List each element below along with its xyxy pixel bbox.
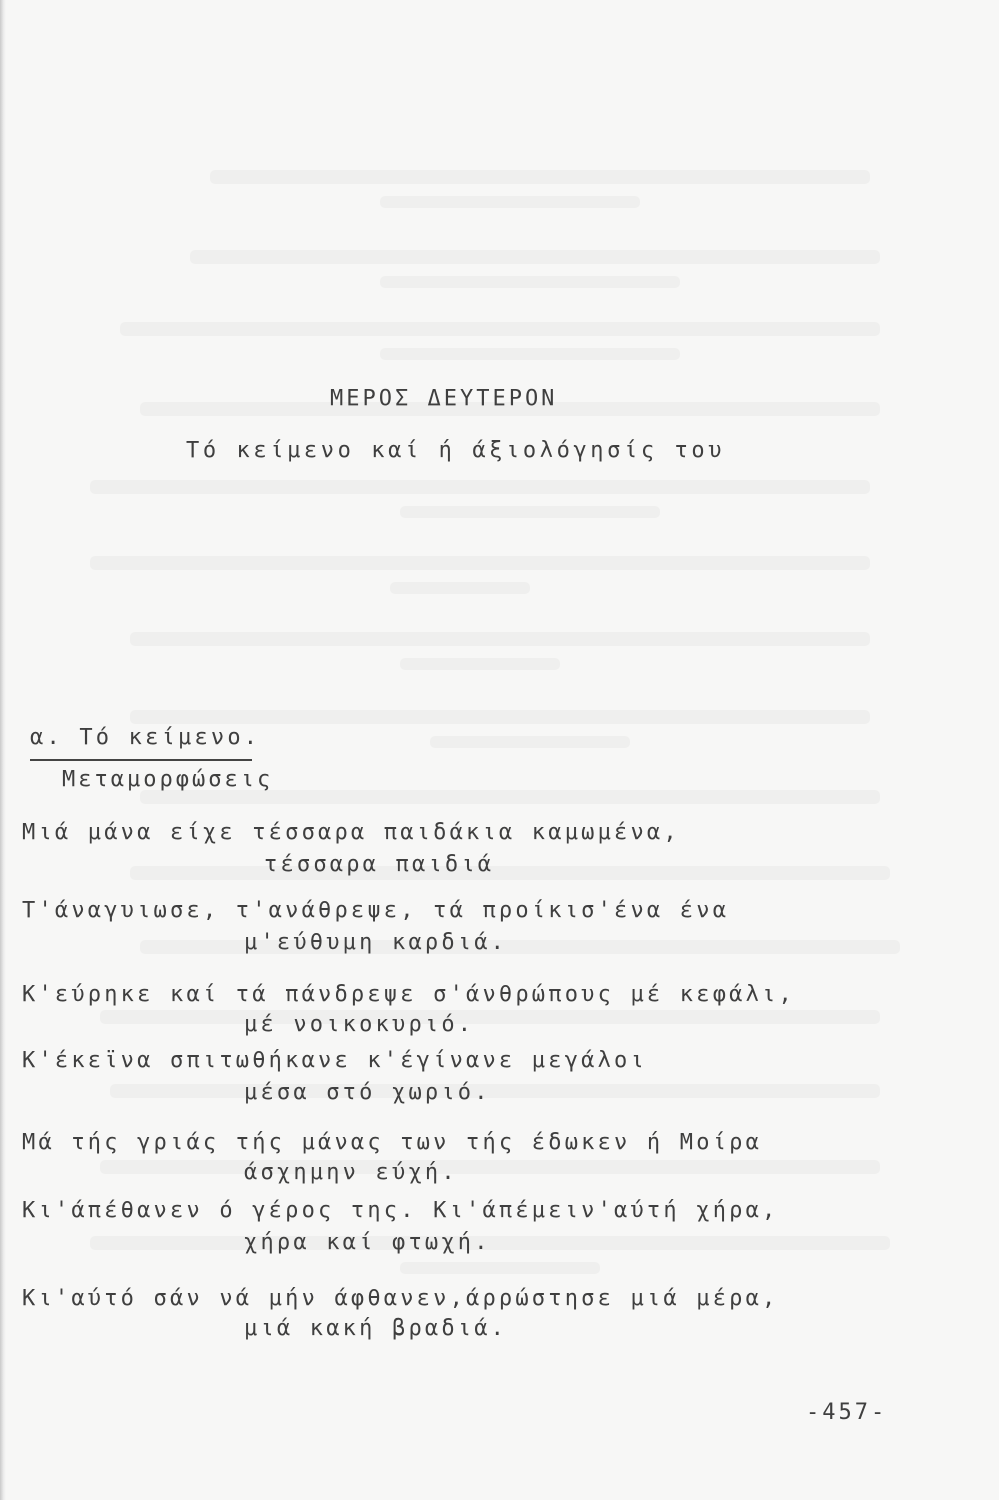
poem-line: Κ'έκεϊνα σπιτωθήκανε κ'έγίνανε μεγάλοι <box>22 1048 647 1073</box>
poem-line-indented: άσχημην εύχή. <box>244 1160 458 1185</box>
section-underline <box>30 759 252 761</box>
page-edge-shadow <box>0 0 6 1500</box>
poem-line-indented: μέ νοικοκυριό. <box>244 1012 475 1037</box>
poem-line-indented: τέσσαρα παιδιά <box>264 852 495 877</box>
poem-line-indented: χήρα καί φτωχή. <box>244 1230 491 1255</box>
poem-line-indented: μέσα στό χωριό. <box>244 1080 491 1105</box>
poem-line-indented: μ'εύθυμη καρδιά. <box>244 930 508 955</box>
page-number: -457- <box>806 1400 888 1425</box>
poem-line: Τ'άναγυιωσε, τ'ανάθρεψε, τά προίκισ'ένα ένα <box>22 898 730 923</box>
section-title: α. Τό κείμενο. <box>30 725 261 750</box>
poem-line: Κι'αύτό σάν νά μήν άφθανεν,άρρώστησε μιά μέρα, <box>22 1286 779 1311</box>
poem-line: Κ'εύρηκε καί τά πάνδρεψε σ'άνθρώπους μέ κεφάλι, <box>22 982 795 1007</box>
poem-line: Μά τής γριάς τής μάνας των τής έδωκεν ή Μοίρα <box>22 1130 763 1155</box>
poem-title: Μεταμορφώσεις <box>62 767 274 792</box>
part-heading: ΜΕΡΟΣ ΔΕΥΤΕΡΟΝ <box>330 386 558 411</box>
poem-line: Κι'άπέθανεν ό γέρος της. Κι'άπέμειν'αύτή χήρα, <box>22 1198 779 1223</box>
poem-line: Μιά μάνα είχε τέσσαρα παιδάκια καμωμένα, <box>22 820 680 845</box>
part-subtitle: Τό κείμενο καί ή άξιολόγησίς του <box>186 438 726 463</box>
poem-line-indented: μιά κακή βραδιά. <box>244 1316 508 1341</box>
